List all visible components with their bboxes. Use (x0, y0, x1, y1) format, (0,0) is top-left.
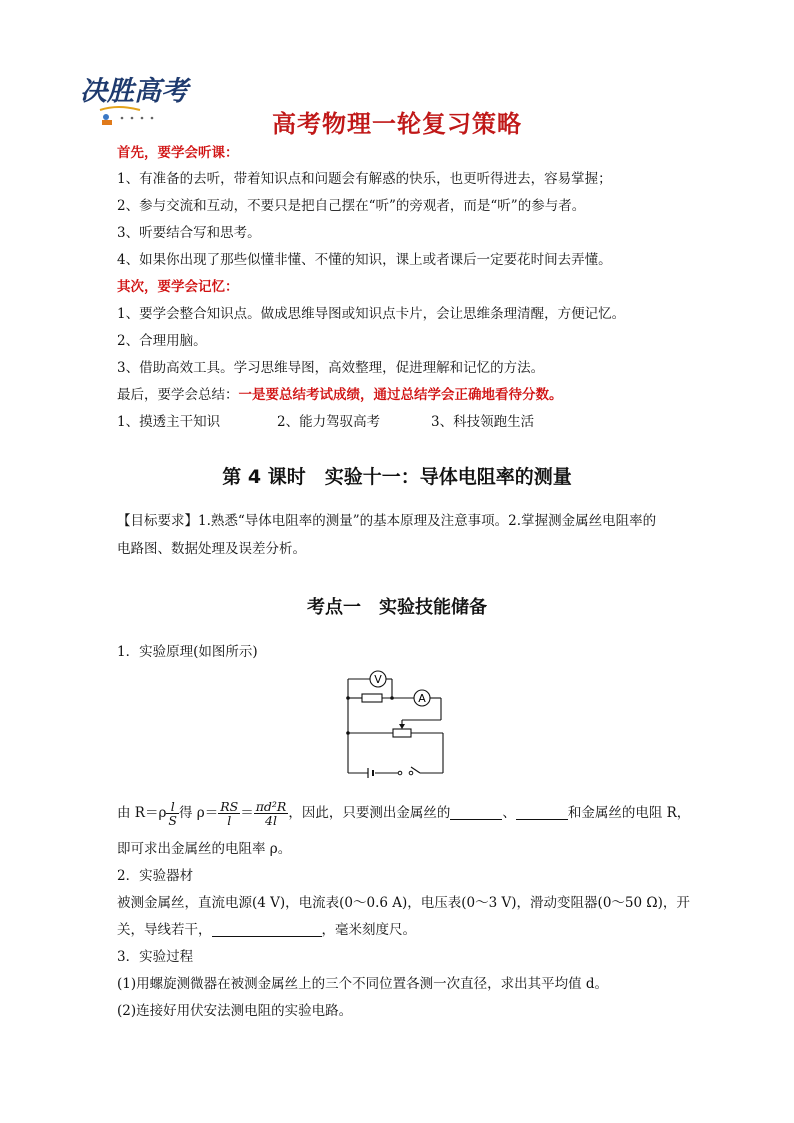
listen-item-4: 4、如果你出现了那些似懂非懂、不懂的知识，课上或者课后一定要花时间去弄懂。 (117, 252, 612, 268)
fraction-numerator: RS (220, 799, 239, 814)
formula-line-2: 即可求出金属丝的电阻率 ρ。 (117, 841, 292, 857)
formula-prefix: 由 R＝ρ (117, 805, 167, 821)
circuit-diagram (340, 664, 460, 780)
objective-text-1: 1.熟悉“导体电阻率的测量”的基本原理及注意事项。2.掌握测金属丝电阻率的 (198, 513, 657, 529)
fraction-denominator: 4l (265, 813, 277, 828)
formula-sep: 、 (502, 805, 516, 821)
formula-eq: ＝ (240, 805, 254, 821)
fraction-numerator: πd²R (255, 799, 287, 814)
first-heading: 首先，要学会听课： (117, 145, 239, 161)
process-item-2: (2)连接好用伏安法测电阻的实验电路。 (117, 1003, 353, 1019)
feature-row (117, 413, 534, 431)
feature-3: 3、科技领跑生活 (431, 414, 535, 430)
equipment-text-b: ，毫米刻度尺。 (321, 922, 416, 938)
page-title: 高考物理一轮复习策略 (272, 110, 522, 138)
formula-mid: 得 ρ＝ (178, 805, 219, 821)
second-heading: 其次，要学会记忆： (117, 279, 239, 295)
fraction-rs-over-l (218, 800, 240, 827)
listen-item-3: 3、听要结合写和思考。 (117, 225, 261, 241)
voltmeter (370, 671, 386, 687)
fraction-pid2r-over-4l (254, 800, 289, 827)
fraction-denominator: l (227, 813, 232, 828)
section-title: 考点一 实验技能储备 (307, 597, 487, 618)
listen-item-2: 2、参与交流和互动，不要只是把自己摆在“听”的旁观者，而是“听”的参与者。 (117, 198, 586, 214)
feature-2: 2、能力驾驭高考 (277, 414, 381, 430)
blank-diameter[interactable] (516, 805, 568, 820)
lesson-title: 第 4 课时 实验十一：导体电阻率的测量 (222, 466, 572, 488)
fraction-numerator: l (166, 800, 179, 814)
summary-line (117, 386, 563, 404)
memory-item-2: 2、合理用脑。 (117, 333, 207, 349)
listen-item-1: 1、有准备的去听，带着知识点和问题会有解惑的快乐，也更听得进去，容易掌握； (117, 171, 612, 187)
blank-length[interactable] (450, 805, 502, 820)
memory-item-3: 3、借助高效工具。学习思维导图，高效整理，促进理解和记忆的方法。 (117, 360, 545, 376)
formula-line (117, 798, 690, 830)
equipment-line-1: 被测金属丝，直流电源(4 V)，电流表(0～0.6 A)，电压表(0～3 V)，滑动变阻器(0～50 Ω)，开 (117, 895, 690, 911)
ammeter (414, 690, 430, 706)
equipment-heading: 2．实验器材 (117, 868, 194, 884)
memory-item-1: 1、要学会整合知识点。做成思维导图或知识点卡片，会让思维条理清醒，方便记忆。 (117, 306, 626, 322)
objective-label: 【目标要求】 (117, 513, 198, 529)
equipment-line-2 (117, 921, 416, 939)
summary-red-text: 一是要总结考试成绩，通过总结学会正确地看待分数。 (238, 387, 563, 403)
objective-line-2: 电路图、数据处理及误差分析。 (117, 541, 306, 557)
process-heading: 3．实验过程 (117, 949, 194, 965)
logo-text: 决胜高考 (80, 76, 188, 107)
summary-prefix: 最后，要学会总结： (117, 387, 239, 403)
fraction-l-over-s (166, 800, 179, 827)
process-item-1: (1)用螺旋测微器在被测金属丝上的三个不同位置各测一次直径，求出其平均值 d。 (117, 976, 609, 992)
ammeter-label: A (418, 692, 426, 705)
objective-line-1 (117, 512, 656, 530)
voltmeter-label: V (374, 673, 382, 686)
formula-suffix-2: 和金属丝的电阻 R， (567, 805, 691, 821)
principle-heading: 1．实验原理(如图所示) (117, 644, 258, 660)
circuit-svg (340, 664, 460, 780)
formula-suffix-1: ，因此，只要测出金属丝的 (288, 805, 451, 821)
blank-instrument[interactable] (212, 922, 322, 937)
equipment-text-a: 关，导线若干， (117, 922, 212, 938)
feature-1: 1、摸透主干知识 (117, 414, 221, 430)
fraction-denominator: S (168, 813, 177, 828)
